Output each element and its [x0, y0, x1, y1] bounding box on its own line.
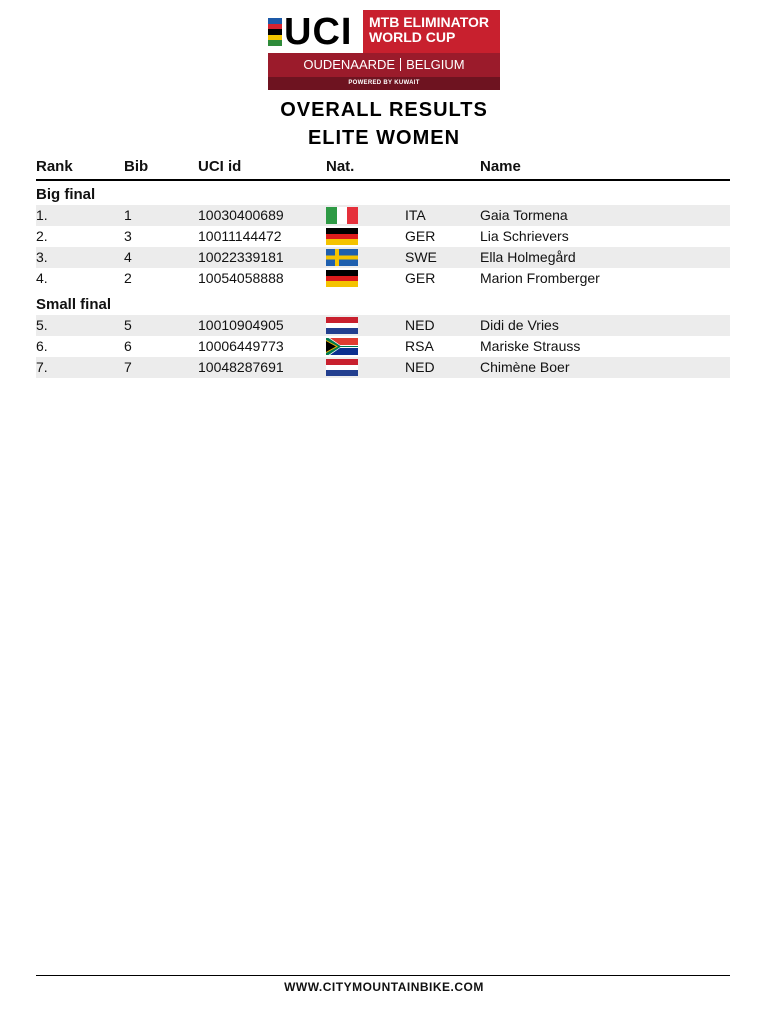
cell-uci-id: 10022339181: [198, 249, 284, 265]
event-logo: [268, 10, 500, 90]
cell-uci-id: 10030400689: [198, 207, 284, 223]
cell-bib: 1: [124, 207, 132, 223]
header-uci-id: UCI id: [198, 158, 242, 175]
uci-logo: [268, 10, 363, 56]
section-label: Small final: [36, 296, 112, 313]
cell-uci-id: 10011144472: [198, 228, 282, 244]
cell-rank: 2.: [36, 228, 48, 244]
flag-germany-icon: [326, 270, 358, 287]
flag-sweden-icon: [326, 249, 358, 266]
cell-bib: 6: [124, 338, 132, 354]
flag-south-africa-icon: [326, 338, 358, 355]
flag-germany-icon: [326, 228, 358, 245]
powered-by: POWERED BY KUWAIT: [268, 77, 500, 90]
cell-nat: ITA: [405, 207, 426, 223]
cell-nat: NED: [405, 359, 435, 375]
event-city: OUDENAARDE: [303, 57, 396, 72]
cell-bib: 2: [124, 270, 132, 286]
cell-rank: 1.: [36, 207, 48, 223]
cell-name: Didi de Vries: [480, 317, 559, 333]
flag-italy-icon: [326, 207, 358, 224]
page-subtitle: ELITE WOMEN: [307, 127, 461, 149]
header-name: Name: [480, 158, 521, 175]
page-title: OVERALL RESULTS: [280, 99, 488, 121]
cell-name: Gaia Tormena: [480, 207, 568, 223]
footer-divider: [36, 975, 730, 976]
table-row: [36, 247, 730, 268]
cell-rank: 7.: [36, 359, 48, 375]
cell-nat: GER: [405, 270, 436, 286]
event-name-box: [363, 10, 500, 53]
cell-bib: 7: [124, 359, 132, 375]
cell-nat: NED: [405, 317, 435, 333]
cell-bib: 4: [124, 249, 132, 265]
cell-uci-id: 10006449773: [198, 338, 284, 354]
cell-nat: RSA: [405, 338, 434, 354]
header-divider: [36, 179, 730, 181]
section-label: Big final: [36, 186, 96, 203]
cell-name: Ella Holmegård: [480, 249, 576, 265]
header-bib: Bib: [124, 158, 149, 175]
cell-name: Chimène Boer: [480, 359, 570, 375]
uci-rainbow-stripes: [268, 18, 282, 46]
event-name-line2: WORLD CUP: [369, 29, 456, 45]
cell-uci-id: 10048287691: [198, 359, 284, 375]
flag-netherlands-icon: [326, 359, 358, 376]
cell-bib: 3: [124, 228, 132, 244]
table-row: [36, 226, 730, 247]
cell-uci-id: 10010904905: [198, 317, 284, 333]
event-country: BELGIUM: [406, 57, 465, 72]
cell-nat: GER: [405, 228, 436, 244]
cell-rank: 3.: [36, 249, 48, 265]
table-row: [36, 315, 730, 336]
cell-uci-id: 10054058888: [198, 270, 284, 286]
table-row: [36, 357, 730, 378]
footer-url: WWW.CITYMOUNTAINBIKE.COM: [284, 980, 484, 994]
cell-name: Lia Schrievers: [480, 228, 569, 244]
uci-brand-text: UCI: [284, 11, 353, 53]
event-location: [268, 53, 500, 77]
table-row: [36, 336, 730, 357]
flag-netherlands-icon: [326, 317, 358, 334]
table-header: [36, 158, 730, 178]
header-rank: Rank: [36, 158, 73, 175]
cell-name: Marion Fromberger: [480, 270, 600, 286]
table-row: [36, 268, 730, 289]
cell-rank: 5.: [36, 317, 48, 333]
event-name-line1: MTB ELIMINATOR: [369, 14, 490, 30]
cell-name: Mariske Strauss: [480, 338, 581, 354]
cell-nat: SWE: [405, 249, 437, 265]
table-row: [36, 205, 730, 226]
cell-bib: 5: [124, 317, 132, 333]
cell-rank: 6.: [36, 338, 48, 354]
header-nat: Nat.: [326, 158, 355, 175]
location-divider: [400, 58, 401, 71]
cell-rank: 4.: [36, 270, 48, 286]
